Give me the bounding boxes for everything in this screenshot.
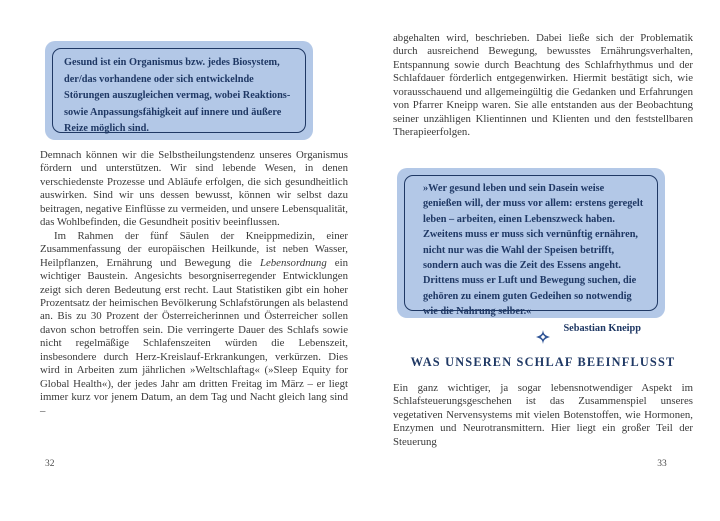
left-page-body xyxy=(40,149,348,418)
quote-attribution: Sebastian Kneipp xyxy=(563,322,641,334)
italic-term: Lebensordnung xyxy=(259,256,327,269)
body-paragraph: abgehalten wird, beschrieben. Dabei ließe sich der Problematik durch ausreichend Bewegung, bewusstes Ernährungsverhalten, Entspannung sowie durch Beachtung des Schlafrhythmus und der Schlafdauer förderlich entgegenwirken. Hiermit bestätigt sich, wie vorausschauend und allgemeingültig die Gedanken und Erfahrungen von Pfarrer Kneipp waren. Sie alle entstanden aus der Beobachtung seiner unzähligen Klientinnen und Klienten und den feststellbaren Therapieerfolgen. xyxy=(393,32,693,139)
page-number-right: 33 xyxy=(657,459,667,469)
body-paragraph xyxy=(40,230,348,418)
page-number-left: 32 xyxy=(45,459,55,469)
quote-text: »Wer gesund leben und sein Dasein weise genießen will, der muss vor allem: erstens geregelt leben – arbeiten, einen Lebenszweck haben. Zweitens muss er muss sich vernünftig ernähren, nicht nur was die Wahl der Speisen betrifft, sondern auch was die Zeit des Essens angeht. Drittens muss er Luft und Bewegung suchen, die gehören zu einem guten Gedeihen so notwendig wie die Nahrung selber.« xyxy=(423,183,644,318)
right-page-body-top xyxy=(393,32,693,140)
section-ornament xyxy=(393,330,693,344)
four-pointed-star-icon xyxy=(536,330,550,344)
body-paragraph: Ein ganz wichtiger, ja sogar lebensnotwendiger Aspekt im Schlafsteuerungsgeschehen ist das Zusammenspiel unseres vegetativen Nervensystems mit vielen Botenstoffen, wie Hormonen, Enzymen und Neurotransmittern. Hier liegt ein großer Teil der Steuerung xyxy=(393,382,693,448)
paragraph-segment: Im Rahmen der fünf Säulen der Kneippmedizin, einer Zusammenfassung der europäischen Heilkunde, ist neben Wasser, Heilpflanzen, Ernährung und Bewegung die xyxy=(40,229,348,269)
quote-box xyxy=(397,168,665,334)
body-paragraph: Demnach können wir die Selbstheilungstendenz unseres Organismus fördern und unterstützen. Wir sind lebende Wesen, in denen verschiedenste Prozesse und Abläufe erfolgen, die sich gesundheitlich auswirken. Sind wir uns dessen bewusst, können wir selbst dazu beitragen, negative Einflüsse zu vermeiden, und unsere Lebensqualität, das Wohlbefinden, die Gesundheit positiv beeinflussen. xyxy=(40,149,348,229)
section-heading: WAS UNSEREN SCHLAF BEEINFLUSST xyxy=(410,355,676,369)
right-page-body-bottom xyxy=(393,382,693,449)
paragraph-segment: ein wichtiger Baustein. Angesichts besorgniserregender Entwicklungen zeigt sich deren Bedeutung erst recht. Laut Statistiken gibt ein hoher Prozentsatz der heimischen Bevölkerung Schlafstörungen als belastend an. Bis zu 30 Prozent der Österreicherinnen und Österreicher sollen davon schon betroffen sein. Die verringerte Dauer des Schlafs sowie nicht regelmäßige Schlafenszeiten würden die Lebenszeit, insbesondere durch Herz-Kreislauf-Erkrankungen, verkürzen. Dies wird in Arbeiten zum jährlichen »Weltschlaftag« (»Sleep Equity for Global Health«), der jedes Jahr am dritten Freitag im März – er liegt immer kurz vor jenem Datum, an dem Tag und Nacht gleich lang sind – xyxy=(40,256,348,417)
highlight-box-text: Gesund ist ein Organismus bzw. jedes Biosystem, der/das vorhandene oder sich entwickelnde Störungen auszugleichen vermag, wobei Reaktions- sowie Anpassungsfähigkeit auf innere und äußere Reize möglich sind. xyxy=(64,57,291,134)
highlight-box-definition xyxy=(45,41,313,140)
